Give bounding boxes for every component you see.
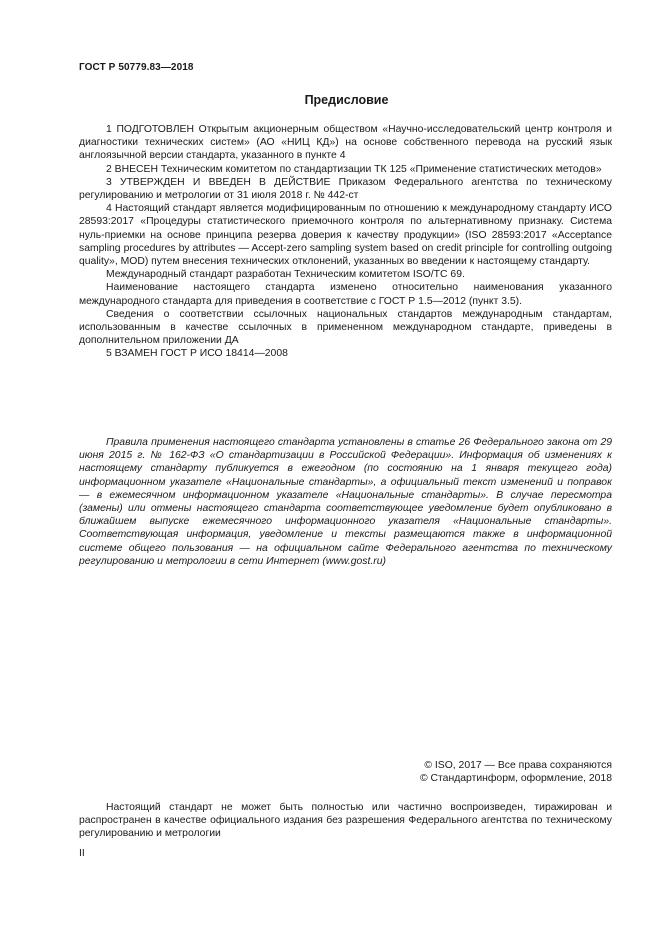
foreword-item-modified: 4 Настоящий стандарт является модифицированным по отношению к международному стандарту ИСО 28593:2017 «Процедуры статистического приемочного контроля по альтернативному признаку. Система нуль-приемки на основе принципа резерва доверия к качеству продукции» (ISO 28593:2017 «Acceptance sampling procedures by attributes — Accept-zero sampling system based on credit principle for controlling outgoing quality», MOD) путем внесения технических отклонений, указанных во введении к настоящему стандарту. (79, 203, 612, 268)
foreword-item-references: Сведения о соответствии ссылочных национальных стандартов международным стандартам, использованным в качестве ссылочных в примененном международном стандарте, приведены в дополнительном приложении ДА (79, 308, 612, 347)
copyright-standartinform: © Стандартинформ, оформление, 2018 (419, 773, 612, 785)
foreword-item-submitted: 2 ВНЕСЕН Техническим комитетом по стандартизации ТК 125 «Применение статистических методов» (106, 163, 602, 175)
rules-notice (79, 436, 612, 568)
foreword-item-developed-by: Международный стандарт разработан Техническим комитетом ISO/TC 69. (106, 269, 465, 281)
page-number: II (79, 848, 85, 859)
reproduction-notice-text: Настоящий стандарт не может быть полностью или частично воспроизведен, тиражирован и распространен в качестве официального издания без разрешения Федерального агентства по техническому регулированию и метрологии (79, 802, 612, 840)
page-title (0, 93, 661, 107)
foreword-body (79, 123, 612, 361)
copyright-iso: © ISO, 2017 — Все права сохраняются (424, 760, 612, 771)
rules-notice-text: Правила применения настоящего стандарта установлены в статье 26 Федерального закона от 29 июня 2015 г. № 162-ФЗ «О стандартизации в Российской Федерации». Информация об изменениях к настоящему стандарту публикуется в ежегодном (по состоянию на 1 января текущего года) информационном указателе «Национальные стандарты», а официальный текст изменений и поправок — в ежемесячном информационном указателе «Национальные стандарты». В случае пересмотра (замены) или отмены настоящего стандарта соответствующее уведомление будет опубликовано в ближайшем выпуске ежемесячного информационного указателя «Национальные стандарты». Соответствующая информация, уведомление и тексты размещаются также в информационной системе общего пользования — на официальном сайте Федерального агентства по техническому регулированию и метрологии в сети Интернет (www.gost.ru) (79, 437, 612, 567)
copyright-block (420, 759, 612, 785)
reproduction-notice (79, 801, 612, 841)
foreword-item-name-change: Наименование настоящего стандарта изменено относительно наименования указанного международного стандарта для приведения в соответствие с ГОСТ Р 1.5—2012 (пункт 3.5). (79, 282, 612, 307)
foreword-item-prepared: 1 ПОДГОТОВЛЕН Открытым акционерным обществом «Научно-исследовательский центр контроля и диагностики технических систем» (АО «НИЦ КД») на основе собственного перевода на русский язык англоязычной версии стандарта, указанного в пункте 4 (79, 124, 612, 162)
foreword-item-approved: 3 УТВЕРЖДЕН И ВВЕДЕН В ДЕЙСТВИЕ Приказом Федерального агентства по техническому регулированию и метрологии от 31 июля 2018 г. № 442-ст (79, 176, 612, 202)
foreword-item-replaces: 5 ВЗАМЕН ГОСТ Р ИСО 18414—2008 (106, 348, 288, 360)
document-code: ГОСТ Р 50779.83—2018 (79, 62, 194, 73)
page-title-text: Предисловие (304, 93, 389, 107)
